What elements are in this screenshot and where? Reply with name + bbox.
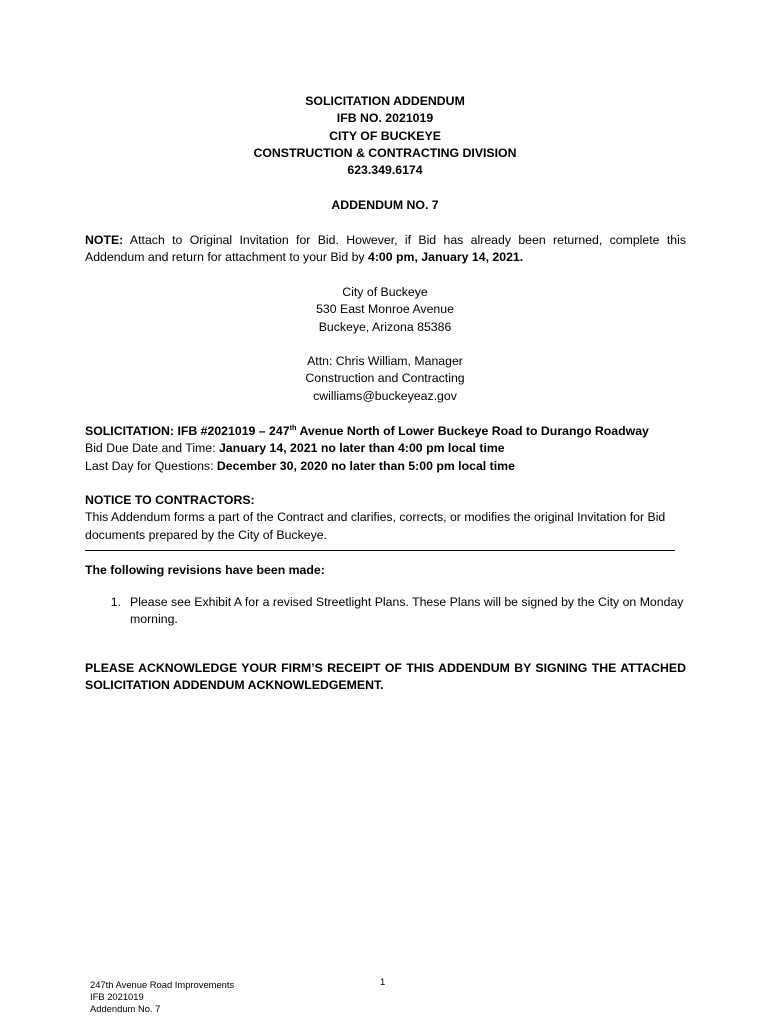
attention-block: [0, 353, 770, 405]
section-divider: [85, 550, 675, 551]
acknowledge-line-1: PLEASE ACKNOWLEDGE YOUR FIRM’S RECEIPT OF THIS ADDENDUM BY SIGNING THE ATTACHED: [85, 661, 686, 675]
address-line-3: Buckeye, Arizona 85386: [318, 319, 452, 334]
address-line-2: 530 East Monroe Avenue: [316, 302, 454, 317]
revision-list: [85, 594, 686, 629]
notice-block: [85, 492, 686, 544]
revision-item: [85, 594, 686, 629]
header-ifb-number: IFB NO. 2021019: [336, 111, 434, 126]
header-city: CITY OF BUCKEYE: [329, 128, 441, 143]
solicitation-title-prefix: SOLICITATION: IFB #2021019 – 247: [85, 424, 290, 438]
city-address: [0, 284, 770, 336]
revision-number: 1.: [110, 595, 121, 609]
footer-addendum: Addendum No. 7: [90, 1003, 161, 1015]
page-footer: [90, 979, 234, 1016]
header-title: SOLICITATION ADDENDUM: [305, 94, 465, 108]
header-division: CONSTRUCTION & CONTRACTING DIVISION: [253, 145, 517, 160]
acknowledge-block: [85, 660, 686, 695]
questions-value: December 30, 2020 no later than 5:00 pm local time: [216, 458, 515, 473]
footer-project: 247th Avenue Road Improvements: [90, 979, 235, 990]
solicitation-title-superscript: th: [289, 422, 297, 432]
bid-due-label: Bid Due Date and Time:: [85, 441, 219, 456]
footer-ifb: IFB 2021019: [90, 991, 144, 1003]
solicitation-title: [85, 423, 705, 440]
questions-line: [85, 458, 705, 475]
revisions-heading: The following revisions have been made:: [85, 563, 325, 577]
addendum-header: [0, 93, 770, 179]
bid-due-line: [85, 440, 705, 457]
notice-heading: NOTICE TO CONTRACTORS:: [85, 493, 255, 507]
attn-name: Attn: Chris William, Manager: [307, 354, 463, 368]
note-paragraph: [85, 232, 686, 267]
attn-email: cwilliams@buckeyeaz.gov: [313, 388, 457, 403]
questions-label: Last Day for Questions:: [85, 458, 217, 473]
note-label: NOTE:: [85, 233, 124, 247]
bid-due-value: January 14, 2021 no later than 4:00 pm local time: [218, 441, 505, 456]
solicitation-block: [85, 423, 705, 475]
note-text: Attach to Original Invitation for Bid. However, if Bid has already been returned, complete this Addendum and return for attachment to your Bid by: [85, 233, 686, 265]
revision-text: Please see Exhibit A for a revised Streetlight Plans. These Plans will be signed by the City on Monday morning.: [130, 595, 684, 627]
attn-department: Construction and Contracting: [305, 371, 465, 386]
notice-text: This Addendum forms a part of the Contract and clarifies, corrects, or modifies the original Invitation for Bid documents prepared by the City of Buckeye.: [85, 510, 666, 542]
header-phone: 623.349.6174: [347, 163, 423, 178]
address-line-1: City of Buckeye: [342, 285, 428, 299]
solicitation-title-suffix: Avenue North of Lower Buckeye Road to Durango Roadway: [296, 424, 649, 438]
acknowledge-line-2: SOLICITATION ADDENDUM ACKNOWLEDGEMENT.: [85, 678, 384, 693]
page-number: 1: [380, 976, 386, 987]
addendum-number: ADDENDUM NO. 7: [331, 198, 439, 212]
note-deadline: 4:00 pm, January 14, 2021.: [368, 250, 524, 265]
